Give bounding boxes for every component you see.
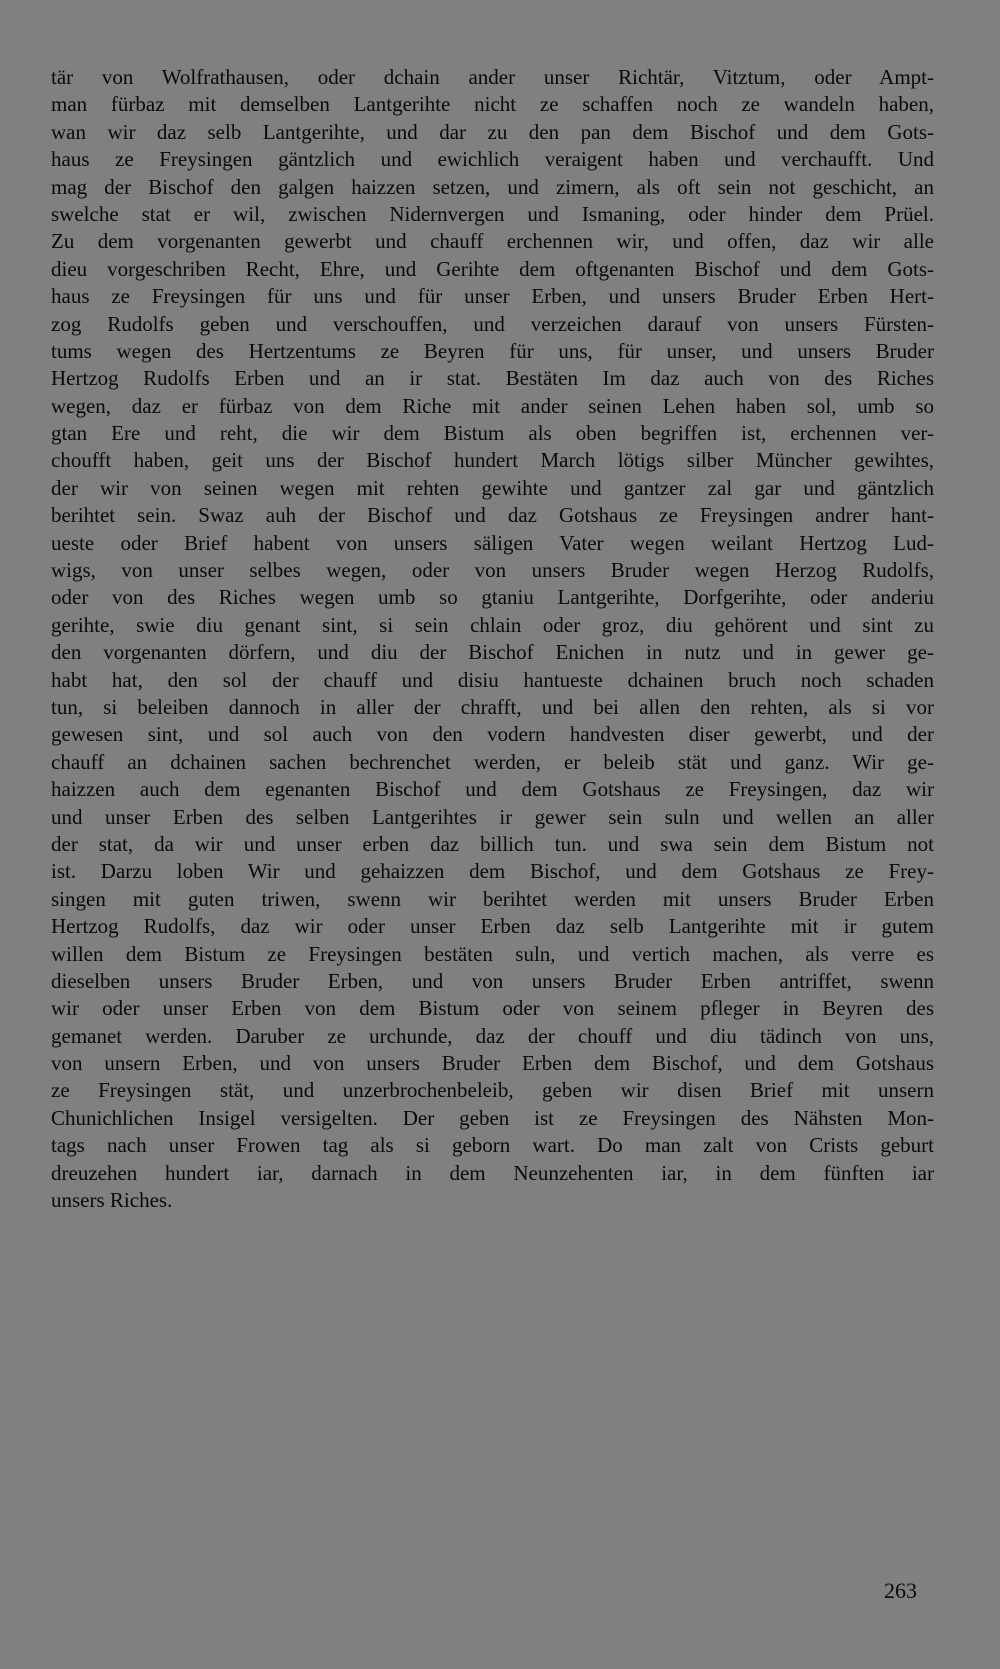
text-line: gerihte, swie diu genant sint, si sein chlain oder groz, diu gehörent und sint zu bbox=[51, 612, 934, 637]
text-line: Zu dem vorgenanten gewerbt und chauff erchennen wir, und offen, daz wir alle bbox=[51, 229, 934, 254]
text-line: wan wir daz selb Lantgerihte, und dar zu den pan dem Bischof und dem Gots- bbox=[51, 119, 934, 144]
text-line: berihtet sein. Swaz auh der Bischof und daz Gotshaus ze Freysingen andrer hant- bbox=[51, 503, 934, 528]
text-line: Chunichlichen Insigel versigelten. Der geben ist ze Freysingen des Nähsten Mon- bbox=[51, 1105, 934, 1130]
text-line: haus ze Freysingen für uns und für unser Erben, und unsers Bruder Erben Hert- bbox=[51, 284, 934, 309]
text-line: ze Freysingen stät, und unzerbrochenbeleib, geben wir disen Brief mit unsern bbox=[51, 1078, 934, 1103]
text-line: haus ze Freysingen gäntzlich und ewichlich veraigent haben und verchaufft. Und bbox=[51, 147, 934, 172]
text-line: und unser Erben des selben Lantgerihtes ir gewer sein suln und wellen an aller bbox=[51, 804, 934, 829]
text-line: ist. Darzu loben Wir und gehaizzen dem Bischof, und dem Gotshaus ze Frey- bbox=[51, 859, 934, 884]
text-line: tags nach unser Frowen tag als si geborn wart. Do man zalt von Crists geburt bbox=[51, 1133, 934, 1158]
document-body bbox=[51, 64, 934, 1214]
text-line: dieselben unsers Bruder Erben, und von unsers Bruder Erben antriffet, swenn bbox=[51, 968, 934, 993]
text-line: der stat, da wir und unser erben daz billich tun. und swa sein dem Bistum not bbox=[51, 831, 934, 856]
text-line: dreuzehen hundert iar, darnach in dem Neunzehenten iar, in dem fünften iar bbox=[51, 1160, 934, 1185]
text-line: den vorgenanten dörfern, und diu der Bischof Enichen in nutz und in gewer ge- bbox=[51, 640, 934, 665]
text-line: tun, si beleiben dannoch in aller der chrafft, und bei allen den rehten, als si vor bbox=[51, 694, 934, 719]
text-line: wir oder unser Erben von dem Bistum oder von seinem pfleger in Beyren des bbox=[51, 996, 934, 1021]
text-line: choufft haben, geit uns der Bischof hundert March lötigs silber Müncher gewihtes, bbox=[51, 448, 934, 473]
text-line: Hertzog Rudolfs Erben und an ir stat. Bestäten Im daz auch von des Riches bbox=[51, 366, 934, 391]
text-line: tums wegen des Hertzentums ze Beyren für uns, für unser, und unsers Bruder bbox=[51, 338, 934, 363]
text-line: haizzen auch dem egenanten Bischof und dem Gotshaus ze Freysingen, daz wir bbox=[51, 777, 934, 802]
page-number: 263 bbox=[884, 1578, 917, 1603]
text-line: man fürbaz mit demselben Lantgerihte nicht ze schaffen noch ze wandeln haben, bbox=[51, 92, 934, 117]
text-line: wigs, von unser selbes wegen, oder von unsers Bruder wegen Herzog Rudolfs, bbox=[51, 558, 934, 583]
text-line: swelche stat er wil, zwischen Nidernvergen und Ismaning, oder hinder dem Prüel. bbox=[51, 201, 934, 226]
text-line: wegen, daz er fürbaz von dem Riche mit ander seinen Lehen haben sol, umb so bbox=[51, 393, 934, 418]
text-line: unsers Riches. bbox=[51, 1188, 173, 1213]
text-line: gemanet werden. Daruber ze urchunde, daz der chouff und diu tädinch von uns, bbox=[51, 1023, 934, 1048]
text-line: gewesen sint, und sol auch von den vodern handvesten diser gewerbt, und der bbox=[51, 722, 934, 747]
text-line: gtan Ere und reht, die wir dem Bistum als oben begriffen ist, erchennen ver- bbox=[51, 421, 934, 446]
text-line: chauff an dchainen sachen bechrenchet werden, er beleib stät und ganz. Wir ge- bbox=[51, 749, 934, 774]
text-line: dieu vorgeschriben Recht, Ehre, und Gerihte dem oftgenanten Bischof und dem Gots- bbox=[51, 256, 934, 281]
text-line: von unsern Erben, und von unsers Bruder Erben dem Bischof, und dem Gotshaus bbox=[51, 1051, 934, 1076]
text-line: mag der Bischof den galgen haizzen setzen, und zimern, als oft sein not geschicht, an bbox=[51, 174, 934, 199]
text-line: Hertzog Rudolfs, daz wir oder unser Erben daz selb Lantgerihte mit ir gutem bbox=[51, 914, 934, 939]
text-line: zog Rudolfs geben und verschouffen, und verzeichen darauf von unsers Fürsten- bbox=[51, 311, 934, 336]
text-line: habt hat, den sol der chauff und disiu hantueste dchainen bruch noch schaden bbox=[51, 667, 934, 692]
text-line: willen dem Bistum ze Freysingen bestäten suln, und vertich machen, als verre es bbox=[51, 941, 934, 966]
text-line: singen mit guten triwen, swenn wir berihtet werden mit unsers Bruder Erben bbox=[51, 886, 934, 911]
text-line: der wir von seinen wegen mit rehten gewihte und gantzer zal gar und gäntzlich bbox=[51, 475, 934, 500]
text-line: tär von Wolfrathausen, oder dchain ander unser Richtär, Vitztum, oder Ampt- bbox=[51, 65, 934, 89]
text-line: oder von des Riches wegen umb so gtaniu Lantgerihte, Dorfgerihte, oder anderiu bbox=[51, 585, 934, 610]
text-line: ueste oder Brief habent von unsers säligen Vater wegen weilant Hertzog Lud- bbox=[51, 530, 934, 555]
